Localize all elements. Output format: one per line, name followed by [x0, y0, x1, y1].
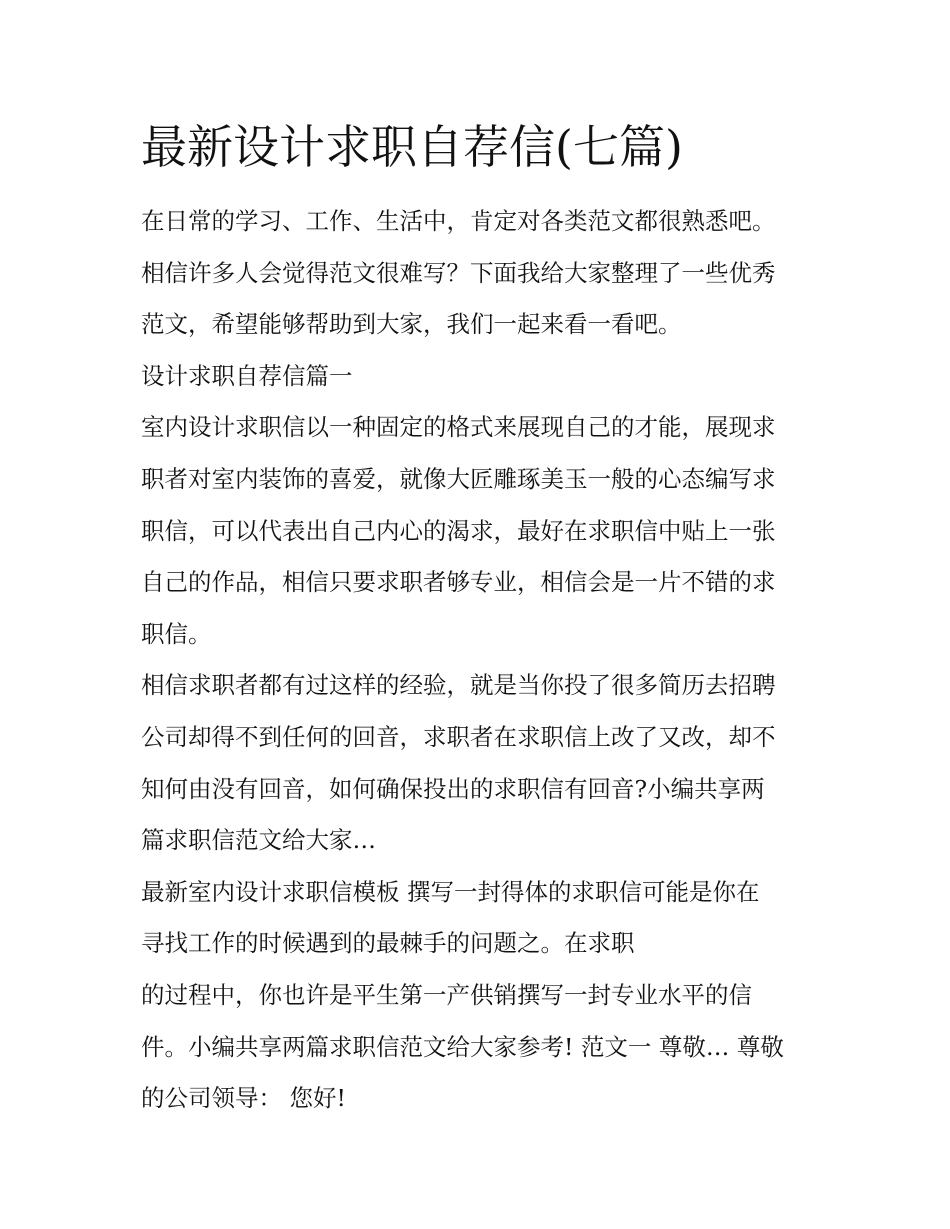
text-line: 篇求职信范文给大家…	[141, 826, 376, 855]
text-line: 相信许多人会觉得范文很难写？下面我给大家整理了一些优秀	[141, 258, 776, 287]
text-line: 职信，可以代表出自己内心的渴求，最好在求职信中贴上一张	[141, 516, 776, 545]
section-heading: 设计求职自荐信篇一	[141, 361, 353, 390]
text-line: 范文，希望能够帮助到大家，我们一起来看一看吧。	[141, 310, 682, 339]
document-title: 最新设计求职自荐信(七篇)	[141, 120, 683, 174]
text-line: 职者对室内装饰的喜爱，就像大匠雕琢美玉一般的心态编写求	[141, 464, 776, 493]
text-line: 公司却得不到任何的回音，求职者在求职信上改了又改，却不	[141, 722, 776, 751]
text-line: 最新室内设计求职信模板 撰写一封得体的求职信可能是你在	[141, 877, 760, 906]
document-body	[141, 112, 821, 1125]
text-line: 室内设计求职信以一种固定的格式来展现自己的才能，展现求	[141, 413, 776, 442]
text-line: 的公司领导： 您好!	[141, 1084, 346, 1113]
text-line: 在日常的学习、工作、生活中，肯定对各类范文都很熟悉吧。	[141, 207, 776, 235]
text-line: 职信。	[141, 619, 212, 648]
text-line: 知何由没有回音，如何确保投出的求职信有回音?小编共享两	[141, 774, 765, 803]
text-line: 的过程中，你也许是平生第一产供销撰写一封专业水平的信	[141, 980, 752, 1009]
text-line: 寻找工作的时候遇到的最棘手的问题之。在求职	[141, 929, 635, 958]
text-line: 相信求职者都有过这样的经验，就是当你投了很多简历去招聘	[141, 671, 776, 700]
text-line: 自己的作品，相信只要求职者够专业，相信会是一片不错的求	[141, 568, 776, 597]
text-line: 件。小编共享两篇求职信范文给大家参考! 范文一 尊敬… 尊敬	[141, 1032, 784, 1061]
